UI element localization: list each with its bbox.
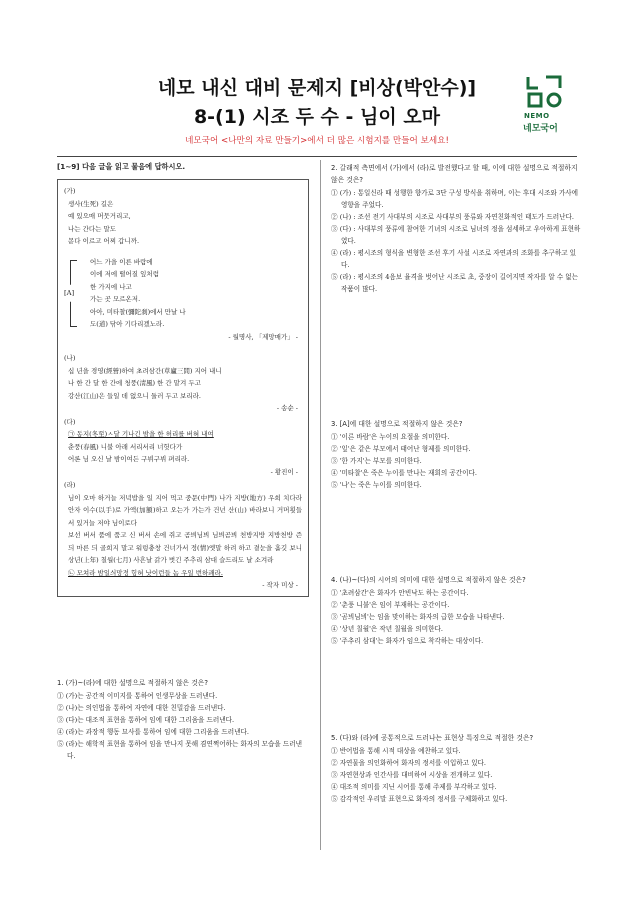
instruction: [1~9] 다음 글을 읽고 물음에 답하시오. <box>57 162 186 171</box>
poem-line: 나 한 간 달 한 간에 청풍(淸風) 한 간 맡겨 두고 <box>68 379 201 387</box>
header-divider <box>57 156 577 157</box>
answer-option[interactable]: ④ '미타찰'은 죽은 누이를 만나는 재회의 공간이다. <box>331 469 477 477</box>
nemo-logo <box>520 75 580 134</box>
poem-line-underlined: ㉠ 동지(冬至)ㅅ달 기나긴 밤을 한 허리를 버혀 내여 <box>68 430 214 438</box>
poem-line: 어론 님 오신 날 밤이여든 구뷔구뷔 펴리라. <box>68 455 190 463</box>
answer-option[interactable]: ② (나)는 의인법을 통하여 자연에 대한 친밀감을 드러낸다. <box>57 704 226 712</box>
poem-line: 도(道) 닦아 기다리겠노라. <box>90 320 165 328</box>
poem-line: 생사(生死) 길은 <box>68 199 114 208</box>
poem-line: 이에 저에 떨어질 잎처럼 <box>90 270 159 278</box>
author-credit: - 월명사, 「제망매가」 - <box>228 332 298 341</box>
poem-line: 예 있으매 머뭇거리고, <box>68 212 131 220</box>
passage-box <box>57 179 309 597</box>
answer-option[interactable]: ⑤ (라)는 해학적 표현을 통하여 임을 만나지 못해 겸연쩍어하는 화자의 모습을 드러낸다. <box>57 740 302 760</box>
question-stem: 2. 갈래적 측면에서 (가)에서 (라)로 발전했다고 할 때, 이에 대한 설명으로 적절하지 않은 것은? <box>331 164 578 184</box>
poem-line: 가는 곳 모르온저. <box>90 295 141 303</box>
left-column <box>57 162 309 760</box>
answer-option[interactable]: ⑤ '주추리 삼대'는 화자가 임으로 착각하는 대상이다. <box>331 637 484 645</box>
answer-option[interactable]: ③ (다)는 대조적 표현을 통하여 임에 대한 그리움을 드러낸다. <box>57 716 235 724</box>
answer-option[interactable]: ④ (라) : 평시조의 형식을 변형한 조선 후기 사설 시조로 자연과의 조화를 추구하고 있다. <box>331 249 577 269</box>
answer-option[interactable]: ③ 자연현상과 인간사를 대비하여 시상을 전개하고 있다. <box>331 771 493 779</box>
answer-option[interactable]: ③ '곰븨님븨'는 임을 맞이하는 화자의 급한 모습을 나타낸다. <box>331 613 505 621</box>
nemo-logo-icon <box>526 75 566 109</box>
passage-ga-tag: (가) <box>64 187 76 195</box>
bracket-label: [A] <box>64 285 74 302</box>
poem-line: 한 가지에 나고 <box>90 282 132 291</box>
poem-line: 십 년을 경영(經營)하여 초려삼간(草廬三間) 지어 내니 <box>68 366 222 375</box>
poem-line: 춘풍(春風) 니불 아래 서리서리 너헛다가 <box>68 442 183 451</box>
poem-line: 어느 가을 이른 바람에 <box>90 257 153 266</box>
author-credit: - 작자 미상 - <box>262 581 298 589</box>
answer-option[interactable]: ⑤ 감각적인 우리말 표현으로 화자의 정서를 구체화하고 있다. <box>331 795 508 803</box>
prose-paragraph: 님이 오마 하거늘 저녁밥을 일 지어 먹고 중문(中門) 나가 지방(地方) 우희 치다라 안자 이수(以手)로 가액(加額)하고 오는가 가는가 건넌 산(山) 바라보니 거머횟들 서 있거늘 저야 님이로다 <box>68 493 302 527</box>
question-4 <box>331 574 583 647</box>
answer-option[interactable]: ① 반어법을 통해 시적 대상을 예찬하고 있다. <box>331 747 461 755</box>
poem-line: 나는 간다는 말도 <box>68 224 117 233</box>
answer-option[interactable]: ③ '한 가지'는 부모를 의미한다. <box>331 457 422 465</box>
question-2 <box>331 162 583 295</box>
page-subtitle: 8-(1) 시조 두 수 - 님이 오마 <box>193 106 441 128</box>
answer-option[interactable]: ④ '상년 칠월'은 작년 칠월을 의미한다. <box>331 625 443 633</box>
answer-option[interactable]: ⑤ '나'는 죽은 누이를 의미한다. <box>331 481 422 489</box>
question-stem: 5. (다)와 (라)에 공통적으로 드러나는 표현상 특징으로 적절한 것은? <box>331 734 534 742</box>
question-5 <box>331 732 583 805</box>
answer-option[interactable]: ① '초려삼간'은 화자가 안빈낙도 하는 공간이다. <box>331 589 469 597</box>
author-credit: - 황진이 - <box>270 467 298 476</box>
poem-line: 아아, 미타찰(彌陀刹)에서 만날 나 <box>90 307 186 316</box>
page-title: 네모 내신 대비 문제지 [비상(박안수)] <box>157 77 477 99</box>
answer-option[interactable]: ② (나) : 조선 전기 사대부의 시조로 사대부의 풍류와 자연친화적인 태도가 드러난다. <box>331 213 574 221</box>
author-credit: - 송순 - <box>276 404 298 412</box>
answer-option[interactable]: ① (가) : 통일신라 때 성행한 향가로 3단 구성 방식을 취하며, 이는 후대 시조와 가사에 영향을 주었다. <box>331 189 579 209</box>
prose-underlined: ㉡ 모쳐라 밤일싀망정 힝혀 낫이런들 놈 우일 번하괘라. <box>68 568 223 577</box>
answer-option[interactable]: ④ 대조적 의미를 지닌 시어를 통해 주제를 부각하고 있다. <box>331 783 497 791</box>
logo-text-ko: 네모국어 <box>523 124 558 134</box>
passage-na-tag: (나) <box>64 354 76 362</box>
question-3 <box>331 418 583 491</box>
question-stem: 3. [A]에 대한 설명으로 적절하지 않은 것은? <box>331 420 463 428</box>
prose-paragraph: 보선 버서 품에 품고 신 버서 손에 쥐고 곰븨님븨 님븨곰븨 천방지방 지방천방 즌 듸 마른 듸 골희지 말고 워렁충창 건너가서 정(情)엣말 하려 하고 곁눈을 흘깃 보니 상년(上年) 칠월(七月) 사흔날 갉가 벗긴 주추리 삼대 슬드리도 날 소겨라 <box>68 531 302 564</box>
answer-option[interactable]: ① (가)는 공간적 이미지를 통하여 인생무상을 드러낸다. <box>57 692 218 700</box>
poem-line: 몯다 이르고 어찌 갑니까. <box>68 237 140 245</box>
answer-option[interactable]: ① '이른 바람'은 누이의 요절을 의미한다. <box>331 433 450 441</box>
question-1 <box>57 677 309 762</box>
column-divider <box>320 160 321 850</box>
promo-notice: 네모국어 <나만의 자료 만들기>에서 더 많은 시험지를 만들어 보세요! <box>185 136 449 146</box>
passage-da-tag: (다) <box>64 417 76 426</box>
bracket-section-a <box>64 256 302 331</box>
poem-line: 강산(江山)은 들일 데 없으니 둘러 두고 보리라. <box>68 391 201 400</box>
answer-option[interactable]: ② '잎'은 같은 부모에서 태어난 형제를 의미한다. <box>331 445 471 453</box>
logo-text-en: NEMO <box>524 112 550 120</box>
answer-option[interactable]: ③ (다) : 사대부의 풍류에 참여한 기녀의 시조로 님녀의 정을 섬세하고 우아하게 표현하였다. <box>331 225 581 245</box>
passage-ra-tag: (라) <box>64 481 76 489</box>
answer-option[interactable]: ② '춘풍 니불'은 임이 부재하는 공간이다. <box>331 601 450 609</box>
answer-option[interactable]: ② 자연물을 의인화하여 화자의 정서를 이입하고 있다. <box>331 759 487 767</box>
question-stem: 4. (나)~(다)의 시어의 의미에 대한 설명으로 적절하지 않은 것은? <box>331 576 526 584</box>
question-stem: 1. (가)~(라)에 대한 설명으로 적절하지 않은 것은? <box>57 679 208 687</box>
answer-option[interactable]: ④ (라)는 과장적 행동 묘사를 통하여 임에 대한 그리움을 드러낸다. <box>57 728 249 736</box>
answer-option[interactable]: ⑤ (라) : 평시조의 4음보 율격을 벗어난 시조로 초, 중장이 길어지면 작자를 알 수 없는 작품이 많다. <box>331 273 579 293</box>
